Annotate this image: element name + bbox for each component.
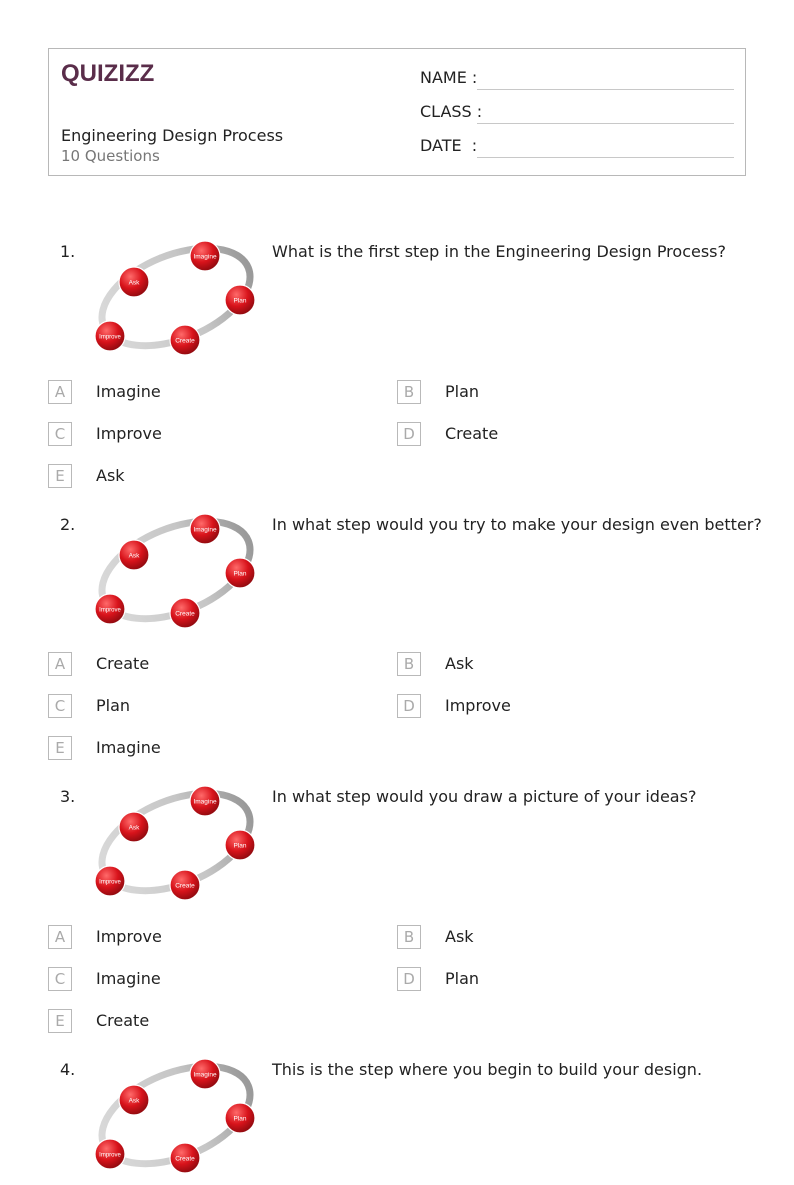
worksheet-header: [48, 48, 746, 176]
class-field[interactable]: [420, 102, 734, 124]
cycle-node-ask: [119, 1085, 149, 1115]
cycle-node-label: Ask: [128, 824, 140, 832]
cycle-node-label: Imagine: [193, 526, 217, 534]
cycle-node-plan: [225, 558, 255, 588]
class-label: CLASS :: [420, 102, 483, 121]
cycle-node-label: Ask: [128, 1097, 140, 1105]
q3-option-b-text: Ask: [445, 927, 474, 946]
question-2-text: In what step would you try to make your design even better?: [272, 515, 762, 534]
q2-option-a-text: Create: [96, 654, 150, 673]
cycle-node-label: Create: [175, 610, 195, 618]
cycle-node-create: [170, 870, 200, 900]
cycle-node-ask: [119, 812, 149, 842]
cycle-node-label: Improve: [99, 1152, 121, 1159]
cycle-node-label: Imagine: [193, 798, 217, 806]
cycle-node-label: Improve: [99, 607, 121, 614]
question-2-diagram: [90, 510, 262, 636]
cycle-node-label: Ask: [128, 279, 140, 287]
cycle-node-label: Plan: [233, 297, 247, 305]
q1-option-b-box[interactable]: B: [397, 380, 421, 404]
question-1-diagram: [90, 237, 262, 363]
question-4-diagram: [90, 1055, 262, 1163]
question-4-number: 4.: [60, 1060, 76, 1079]
cycle-node-improve: [95, 321, 125, 351]
cycle-node-label: Create: [175, 1155, 195, 1163]
cycle-node-label: Create: [175, 882, 195, 890]
q2-option-e-text: Imagine: [96, 738, 161, 757]
q1-option-a-box[interactable]: A: [48, 380, 72, 404]
q2-option-b-box[interactable]: B: [397, 652, 421, 676]
date-field[interactable]: [420, 136, 734, 158]
q2-option-b-text: Ask: [445, 654, 474, 673]
cycle-node-create: [170, 1143, 200, 1173]
cycle-node-label: Imagine: [193, 1071, 217, 1079]
q1-option-a-text: Imagine: [96, 382, 161, 401]
cycle-node-label: Create: [175, 337, 195, 345]
brand-wordmark: QUIZIZZ: [61, 60, 155, 87]
q2-option-c-text: Plan: [96, 696, 131, 715]
q1-option-c-box[interactable]: C: [48, 422, 72, 446]
q3-option-c-box[interactable]: C: [48, 967, 72, 991]
cycle-node-label: Improve: [99, 879, 121, 886]
q3-option-b-box[interactable]: B: [397, 925, 421, 949]
question-count: 10 Questions: [61, 147, 160, 165]
q1-option-c-text: Improve: [96, 424, 162, 443]
cycle-node-imagine: [190, 514, 220, 544]
q2-option-c-box[interactable]: C: [48, 694, 72, 718]
question-1-text: What is the first step in the Engineering Design Process?: [272, 242, 726, 261]
q3-option-c-text: Imagine: [96, 969, 161, 988]
cycle-node-imagine: [190, 241, 220, 271]
q1-option-d-text: Create: [445, 424, 499, 443]
question-4-text: This is the step where you begin to build your design.: [272, 1060, 703, 1079]
q2-option-d-box[interactable]: D: [397, 694, 421, 718]
cycle-diagram: [90, 510, 262, 636]
cycle-node-plan: [225, 1103, 255, 1133]
q1-option-b-text: Plan: [445, 382, 480, 401]
q3-option-e-box[interactable]: E: [48, 1009, 72, 1033]
q3-option-a-box[interactable]: A: [48, 925, 72, 949]
cycle-node-improve: [95, 1139, 125, 1169]
class-line[interactable]: [477, 123, 734, 124]
quizizz-logo: [61, 59, 153, 87]
date-line[interactable]: [477, 157, 734, 158]
q3-option-d-box[interactable]: D: [397, 967, 421, 991]
q1-option-d-box[interactable]: D: [397, 422, 421, 446]
q2-option-a-box[interactable]: A: [48, 652, 72, 676]
question-1-number: 1.: [60, 242, 76, 261]
cycle-node-imagine: [190, 786, 220, 816]
cycle-node-plan: [225, 830, 255, 860]
cycle-node-label: Plan: [233, 842, 247, 850]
cycle-node-ask: [119, 267, 149, 297]
question-3-number: 3.: [60, 787, 76, 806]
cycle-node-create: [170, 598, 200, 628]
question-3-diagram: [90, 782, 262, 908]
cycle-node-label: Imagine: [193, 253, 217, 261]
q2-option-e-box[interactable]: E: [48, 736, 72, 760]
cycle-node-ask: [119, 540, 149, 570]
cycle-node-improve: [95, 594, 125, 624]
q2-option-d-text: Improve: [445, 696, 511, 715]
cycle-node-label: Improve: [99, 334, 121, 341]
cycle-node-label: Ask: [128, 552, 140, 560]
cycle-diagram: [90, 237, 262, 363]
worksheet-title: Engineering Design Process: [61, 126, 284, 145]
question-2-number: 2.: [60, 515, 76, 534]
name-line[interactable]: [477, 89, 734, 90]
date-label: DATE :: [420, 136, 478, 155]
cycle-node-create: [170, 325, 200, 355]
cycle-node-improve: [95, 866, 125, 896]
cycle-node-imagine: [190, 1059, 220, 1089]
q1-option-e-text: Ask: [96, 466, 125, 485]
q3-option-d-text: Plan: [445, 969, 480, 988]
question-3-text: In what step would you draw a picture of your ideas?: [272, 787, 697, 806]
q3-option-e-text: Create: [96, 1011, 150, 1030]
name-label: NAME :: [420, 68, 478, 87]
q3-option-a-text: Improve: [96, 927, 162, 946]
name-field[interactable]: [420, 68, 734, 90]
cycle-diagram: [90, 782, 262, 908]
cycle-node-label: Plan: [233, 1115, 247, 1123]
cycle-diagram: [90, 1055, 262, 1181]
q1-option-e-box[interactable]: E: [48, 464, 72, 488]
cycle-node-plan: [225, 285, 255, 315]
cycle-node-label: Plan: [233, 570, 247, 578]
